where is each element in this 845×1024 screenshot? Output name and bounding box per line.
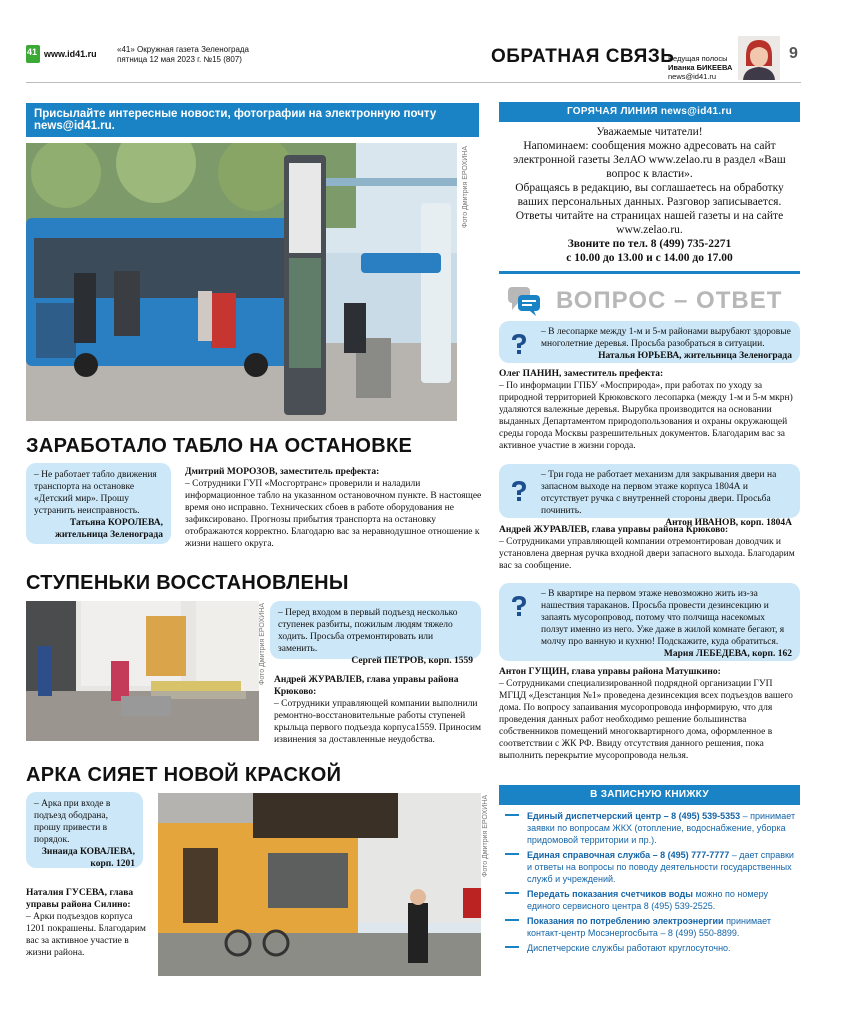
photo-credit: Фото Дмитрия ЕРОХИНА: [462, 146, 469, 228]
official-answer: [274, 674, 484, 746]
responder-name: Дмитрий МОРОЗОВ, заместитель префекта:: [185, 467, 380, 477]
answer-text: – Сотрудники управляющей компании выполнили ремонтно-восстановительные работы ступеней крыльца первого подъезда корпуса1559. Приносим извинения за доставленные неудобства.: [274, 699, 481, 745]
notebook-item: Единая справочная служба – 8 (495) 777-7777 – дает справки и ответы на вопросы по поводу деятельности государственных служб и учреждений.: [499, 849, 800, 885]
issue-date: пятница 12 мая 2023 г. №15 (807): [117, 55, 242, 64]
article-title-steps: СТУПЕНЬКИ ВОССТАНОВЛЕНЫ: [26, 572, 349, 594]
official-answer: [185, 466, 485, 550]
qa-section-title: ВОПРОС – ОТВЕТ: [556, 287, 783, 314]
chat-bubbles-icon: [506, 283, 542, 317]
official-answer: [499, 524, 800, 572]
site-url[interactable]: www.id41.ru: [44, 49, 97, 59]
answer-text: – Сотрудниками специализированной подрядной организации ГУП МГЦД «Дезстанция №1» проведена дезинсекция всех подъездов вашего дома. По вопросу запаивания мусоропровода информирую, что для проведения данных работ необходимо решение большинства собственников помещений многоквартирного дома, оформленное в соответствии с ЖК РФ. Ввиду отсутствия данного решения, пока выполнить перекрытие мусоропровода нельзя.: [499, 679, 793, 761]
newspaper-logo: [26, 45, 40, 63]
hotline-bar: ГОРЯЧАЯ ЛИНИЯ news@id41.ru: [499, 102, 800, 122]
question-author: Антон ИВАНОВ, корп. 1804А: [665, 518, 792, 528]
notebook-list: [499, 810, 800, 957]
question-text: – В лесопарке между 1-м и 5-м районами вырубают здоровые многолетние деревья. Просьба разобраться в ситуации.: [541, 327, 791, 349]
answer-text: – Арки подъездов корпуса 1201 покрашены. Благодарим вас за активное участие в жизни района.: [26, 912, 146, 958]
answer-text: – Сотрудниками управляющей компании отремонтирован доводчик и установлена дверная ручка входной двери запасного выхода. Благодарим вас за сообщение.: [499, 537, 795, 571]
official-answer: [26, 887, 151, 959]
paper-info: [117, 45, 267, 65]
header-divider: [26, 82, 801, 83]
responder-name: Олег ПАНИН, заместитель префекта:: [499, 369, 664, 379]
hotline-p2: Обращаясь в редакцию, вы соглашаетесь на обработку ваших персональных данных. Разговор записывается.: [515, 182, 784, 208]
responder-name: Андрей ЖУРАВЛЕВ, глава управы района Крюково:: [274, 675, 459, 697]
notebook-item: Диспетчерские службы работают круглосуточно.: [499, 942, 800, 954]
paper-name: «41» Окружная газета Зеленограда: [117, 45, 250, 54]
editor-email[interactable]: news@id41.ru: [668, 72, 717, 81]
reader-question-bubble: [270, 601, 481, 666]
question-author: Зинаида КОВАЛЕВА, корп. 1201: [41, 847, 135, 869]
question-text: – Три года не работает механизм для закрывания двери на запасном выходе на первом этаже корпуса 1804А и отсутствует ручка с внутренней стороны двери. Просьба починить.: [541, 470, 777, 516]
question-author: Наталья ЮРЬЕВА, жительница Зеленограда: [598, 351, 792, 361]
notebook-bar: В ЗАПИСНУЮ КНИЖКУ: [499, 785, 800, 805]
photo-credit: Фото Дмитрия ЕРОХИНА: [259, 603, 266, 685]
question-text: – Не работает табло движения транспорта на остановке «Детский мир». Прошу устранить неисправность.: [34, 470, 157, 516]
responder-name: Андрей ЖУРАВЛЕВ, глава управы района Крюково:: [499, 525, 729, 535]
answer-text: – По информации ГПБУ «Мосприрода», при работах по уходу за природной территорией Крюковского лесопарка (между 1-м и 5-м мкрн) удаляются валежные деревья. Вырубка производится на основании выданных Департаментом природопользования и охраны окружающей среды города Москвы разрешительных документов. Благодарим вас за активное участие в жизни города.: [499, 381, 793, 451]
question-mark-icon: [509, 480, 529, 502]
official-answer: [499, 368, 800, 452]
question-mark-icon: [509, 333, 529, 355]
question-text: – Перед входом в первый подъезд несколько ступенек разбиты, пожилым людям тяжело ходить. Просьба отремонтировать или заменить.: [278, 608, 458, 654]
page-number: 9: [789, 45, 798, 62]
official-answer: [499, 666, 800, 762]
responder-name: Антон ГУЩИН, глава управы района Матушкино:: [499, 667, 721, 677]
editor-info: [668, 54, 738, 81]
notebook-item: Передать показания счетчиков воды можно по номеру единого сервисного центра 8 (495) 539-2525.: [499, 888, 800, 912]
notebook-item: Единый диспетчерский центр – 8 (495) 539-5353 – принимает заявки по вопросам ЖКХ (отопление, водоснабжение, уборка придомовой территории и пр.).: [499, 810, 800, 846]
question-author: Сергей ПЕТРОВ, корп. 1559: [351, 656, 473, 666]
responder-name: Наталия ГУСЕВА, глава управы района Силино:: [26, 888, 134, 910]
question-author: Татьяна КОРОЛЕВА, жительница Зеленограда: [54, 518, 163, 540]
question-text: – Арка при входе в подъезд ободрана, прошу привести в порядок.: [34, 799, 111, 845]
section-title: ОБРАТНАЯ СВЯЗЬ: [491, 46, 675, 67]
arch-photo: [158, 793, 481, 976]
qa-question-bubble: [499, 321, 800, 363]
question-author: Мария ЛЕБЕДЕВА, корп. 162: [663, 649, 792, 659]
photo-credit: Фото Дмитрия ЕРОХИНА: [482, 795, 489, 877]
hotline-text: [499, 125, 800, 265]
reader-question-bubble: [26, 463, 171, 544]
editor-avatar: [738, 36, 780, 80]
article-title-arch: АРКА СИЯЕТ НОВОЙ КРАСКОЙ: [26, 764, 342, 786]
qa-question-bubble: [499, 583, 800, 661]
hotline-phone[interactable]: Звоните по тел. 8 (499) 735-2271: [567, 238, 732, 250]
qa-question-bubble: [499, 464, 800, 528]
question-text: – В квартире на первом этаже невозможно жить из-за нашествия тараканов. Просьба провести дезинсекцию и запаять мусоропровод, потому что полчища насекомых ползут именно из него. Уже даже в жилой комнате бегают, я молчу про ванную и кухню! Подскажите, куда обратиться.: [541, 589, 785, 647]
hotline-hours: с 10.00 до 13.00 и с 14.00 до 17.00: [566, 252, 733, 264]
answer-text: – Сотрудники ГУП «Мосгортранс» проверили и наладили информационное табло на указанном остановочном пункте. В настоящее время оно исправно. Технических сбоев в работе оборудования не зафиксировано. Прогнозы прибытия транспорта на остановку отображаются корректно. Благодарю вас за неравнодушное отношение к жизни нашего округа.: [185, 479, 482, 549]
editor-name: Иванка БИКЕЕВА: [668, 63, 733, 72]
notebook-item: Показания по потреблению электроэнергии принимает контакт-центр Мосэнергосбыта – 8 (499) 550-8899.: [499, 915, 800, 939]
article-title-tablo: ЗАРАБОТАЛО ТАБЛО НА ОСТАНОВКЕ: [26, 435, 413, 457]
bus-stop-photo: [26, 143, 457, 421]
qa-divider: [499, 271, 800, 274]
steps-repair-photo: [26, 601, 259, 741]
editor-label: Ведущая полосы: [668, 54, 728, 63]
hotline-greeting: Уважаемые читатели!: [596, 126, 703, 138]
hotline-p1: Напоминаем: сообщения можно адресовать на сайт электронной газеты ЗелАО www.zelao.ru в раздел «Ваш вопрос к власти».: [513, 140, 786, 180]
question-mark-icon: [509, 595, 529, 617]
submit-news-banner: Присылайте интересные новости, фотографии на электронную почту news@id41.ru.: [26, 103, 479, 137]
reader-question-bubble: [26, 792, 143, 868]
hotline-p3: Ответы читайте на страницах нашей газеты и на сайте www.zelao.ru.: [515, 210, 784, 236]
